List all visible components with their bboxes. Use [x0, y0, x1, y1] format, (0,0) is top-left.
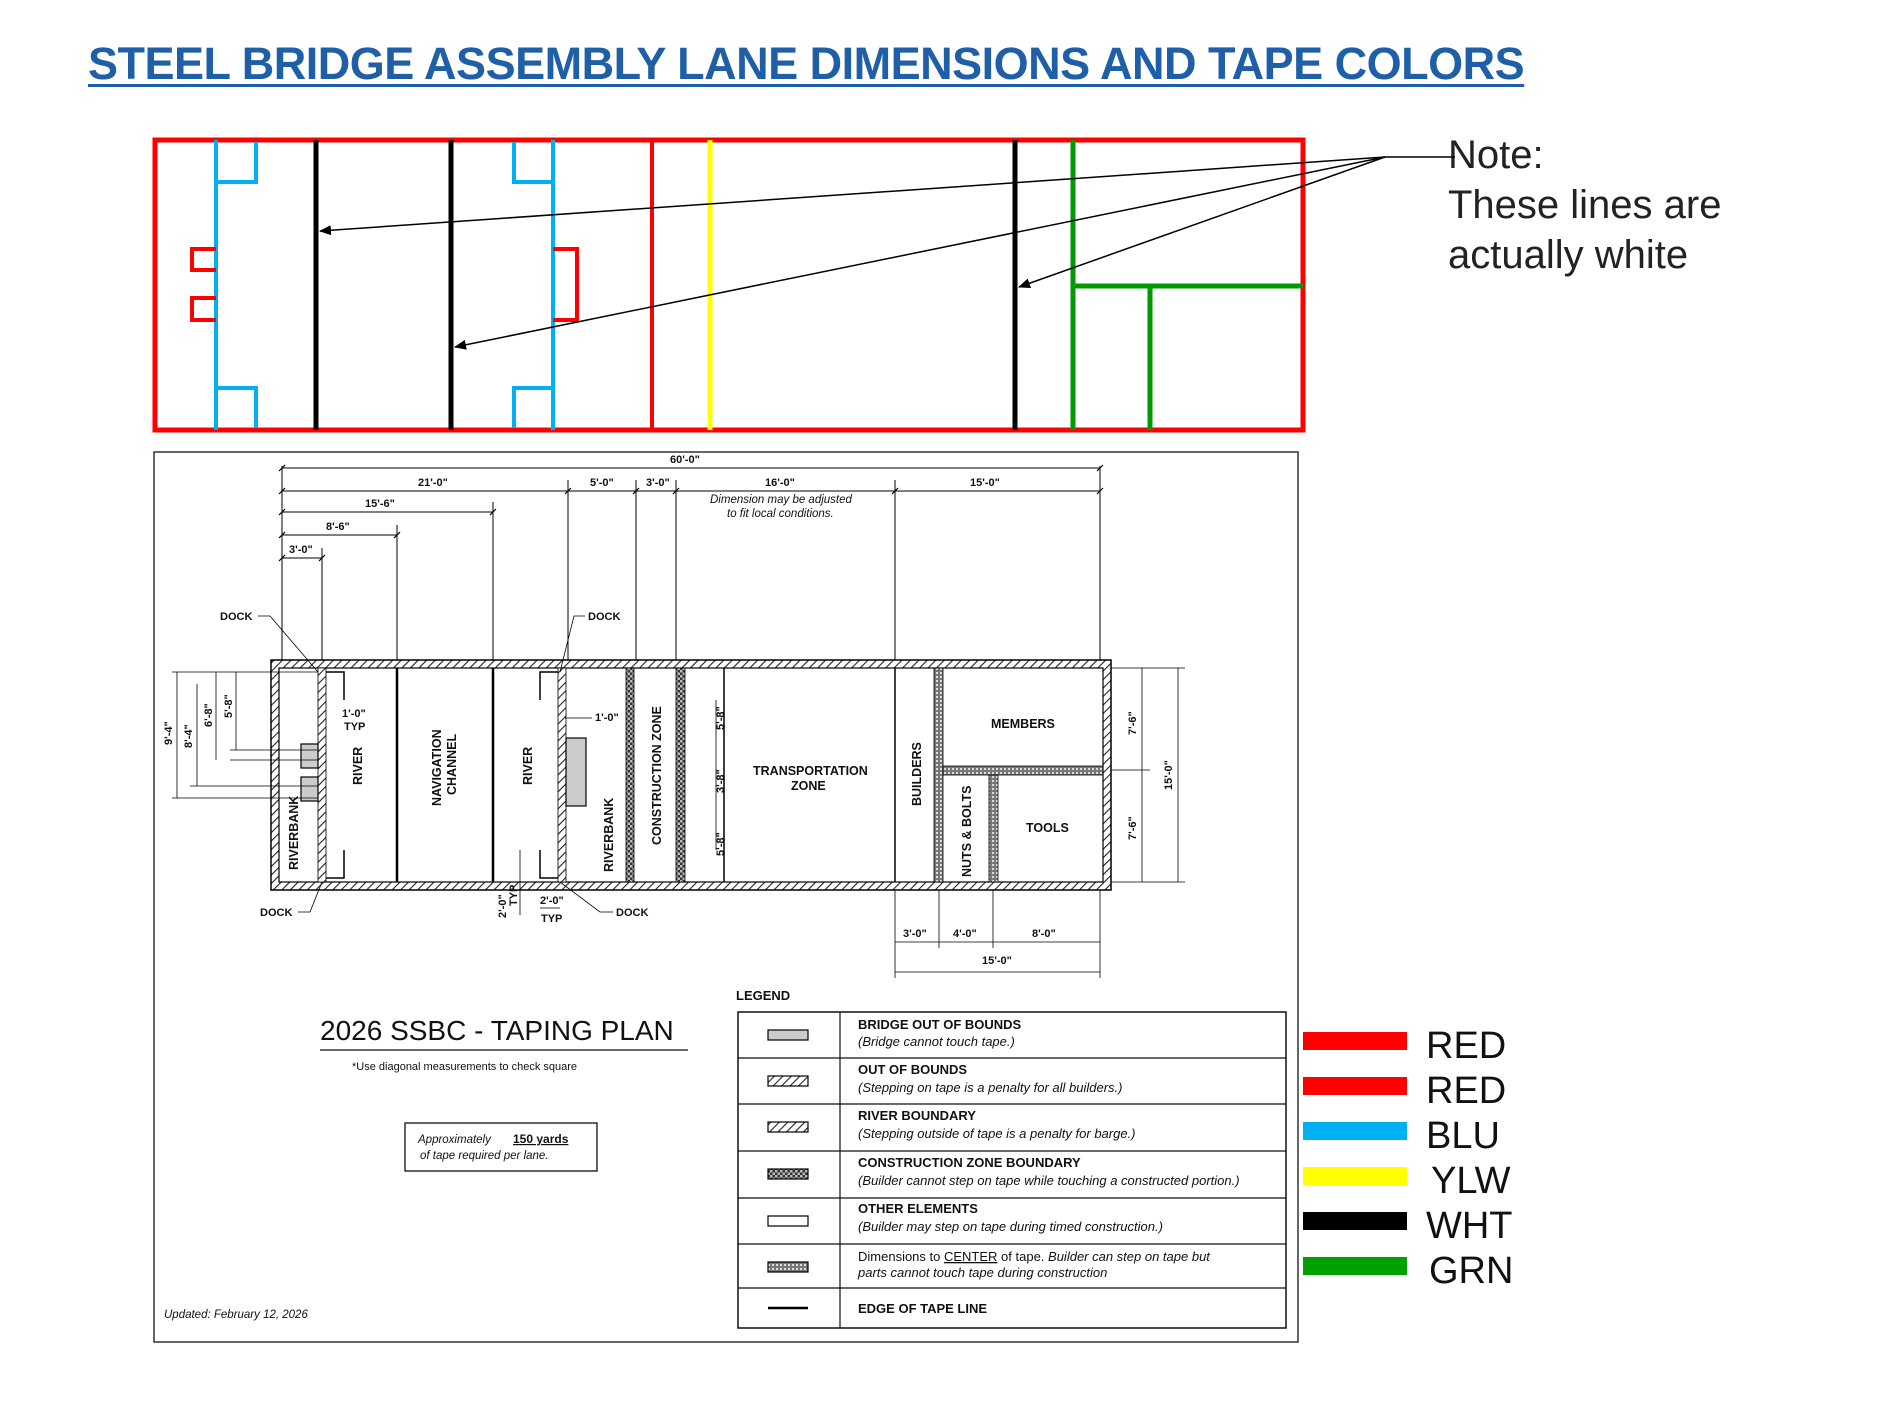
construction-boundary-2: [676, 668, 685, 882]
tape-amount-box: [405, 1123, 597, 1171]
note-line-2: These lines are: [1448, 183, 1722, 227]
swatch-green: [1303, 1257, 1407, 1275]
label-yellow: YLW: [1431, 1160, 1511, 1202]
top-dimension-labels: [289, 454, 1000, 556]
legend-2-desc: (Stepping on tape is a penalty for all builders.): [858, 1080, 1123, 1095]
red-dock-left-2: [192, 298, 216, 320]
red-dock-right: [553, 249, 577, 320]
zone-riverbank-right: RIVERBANK: [602, 797, 616, 872]
dim-mid-3-8: 3'-8": [715, 769, 727, 793]
legend-4-bold: CONSTRUCTION ZONE BOUNDARY: [858, 1155, 1081, 1170]
tape-amount-line2: of tape required per lane.: [420, 1150, 549, 1162]
swatch-red-2: [1303, 1077, 1407, 1095]
note-arrow-2: [455, 157, 1385, 347]
dim-8-6: 8'-6": [326, 521, 350, 533]
note-line-3: actually white: [1448, 233, 1689, 277]
dim-left-5-8: 5'-8": [223, 694, 235, 718]
dim-5: 5'-0": [590, 477, 614, 489]
note-arrow-1: [320, 157, 1385, 231]
adjust-note-2: to fit local conditions.: [727, 508, 834, 520]
dim-15-top: 15'-0": [970, 477, 1000, 489]
dim-total: 60'-0": [670, 454, 700, 466]
legend-5-bold: OTHER ELEMENTS: [858, 1201, 978, 1216]
tape-color-key: [1303, 1025, 1513, 1292]
legend-1-bold: BRIDGE OUT OF BOUNDS: [858, 1017, 1022, 1032]
dim-mid-5-8b: 5'-8": [715, 832, 727, 856]
zone-nuts-bolts: NUTS & BOLTS: [960, 785, 974, 877]
dim-right-7-6b: 7'-6": [1127, 816, 1139, 840]
adjust-note-1: Dimension may be adjusted: [710, 494, 852, 506]
dim-left-6-8: 6'-8": [203, 703, 215, 727]
dim-bot-3: 3'-0": [903, 928, 927, 940]
legend-6-line1: Dimensions to CENTER of tape. Builder can step on tape but: [858, 1249, 1210, 1264]
top-dimensions: [282, 466, 1100, 660]
dock-label-tl: DOCK: [220, 611, 253, 623]
zone-river-right: RIVER: [521, 746, 535, 785]
dim-bot-15: 15'-0": [982, 955, 1012, 967]
dim-typ-1-0: 1'-0": [342, 708, 366, 720]
legend-5-desc: (Builder may step on tape during timed construction.): [858, 1219, 1163, 1234]
swatch-blue: [1303, 1122, 1407, 1140]
zone-transport-1: TRANSPORTATION: [753, 764, 868, 778]
dim-3a: 3'-0": [646, 477, 670, 489]
legend-swatch-other: [768, 1216, 808, 1226]
tools-boundary: [989, 775, 998, 882]
taping-plan-frame: [154, 452, 1298, 1342]
blue-dock-left-top: [216, 142, 256, 182]
red-dock-left-1: [192, 249, 216, 270]
label-green: GRN: [1429, 1250, 1514, 1292]
page-title: STEEL BRIDGE ASSEMBLY LANE DIMENSIONS AND TAPE COLORS: [88, 38, 1525, 89]
zone-members: MEMBERS: [991, 717, 1055, 731]
legend-swatch-dimensions: [768, 1262, 808, 1272]
dim-mid-5-8a: 5'-8": [715, 706, 727, 730]
legend-swatch-river: [768, 1122, 808, 1132]
dim-typ: TYP: [344, 721, 366, 733]
legend-6-line2: parts cannot touch tape during construction: [858, 1265, 1108, 1280]
zone-riverbank-left: RIVERBANK: [287, 795, 301, 870]
legend-3-desc: (Stepping outside of tape is a penalty for barge.): [858, 1126, 1136, 1141]
river-boundary-left: [318, 668, 326, 882]
label-blue: BLU: [1426, 1115, 1500, 1157]
members-boundary: [943, 766, 1103, 775]
dock-label-br: DOCK: [616, 907, 649, 919]
dim-16: 16'-0": [765, 477, 795, 489]
dim-right-7-6a: 7'-6": [1127, 711, 1139, 735]
dim-bot-4: 4'-0": [953, 928, 977, 940]
zone-navigation-1: NAVIGATION: [430, 729, 444, 806]
legend-3-bold: RIVER BOUNDARY: [858, 1108, 976, 1123]
legend-4-desc: (Builder cannot step on tape while touching a constructed portion.): [858, 1173, 1240, 1188]
legend-swatch-oob: [768, 1076, 808, 1086]
legend-7-bold: EDGE OF TAPE LINE: [858, 1301, 988, 1316]
updated-date: Updated: February 12, 2026: [164, 1309, 308, 1321]
staging-boundary: [934, 668, 943, 882]
legend-swatch-bridge-oob: [768, 1030, 808, 1040]
dock-label-bl: DOCK: [260, 907, 293, 919]
plan-subnote: *Use diagonal measurements to check square: [352, 1061, 578, 1073]
blue-dock-right-top: [514, 142, 553, 182]
dim-15-6: 15'-6": [365, 498, 395, 510]
dim-21: 21'-0": [418, 477, 448, 489]
bridge-oob-right: [566, 738, 586, 806]
dim-dock-2-0b: 2'-0": [540, 895, 564, 907]
dock-label-tr: DOCK: [588, 611, 621, 623]
dim-right-15: 15'-0": [1163, 760, 1175, 790]
label-red-2: RED: [1426, 1070, 1507, 1112]
dim-dock-2-0a: 2'-0": [497, 894, 509, 918]
blue-dock-left-bottom: [216, 388, 256, 428]
dim-bot-8: 8'-0": [1032, 928, 1056, 940]
note-line-1: Note:: [1448, 133, 1544, 177]
zone-builders: BUILDERS: [910, 742, 924, 806]
dim-3b: 3'-0": [289, 544, 313, 556]
zone-navigation-2: CHANNEL: [445, 733, 459, 795]
legend-2-bold: OUT OF BOUNDS: [858, 1062, 968, 1077]
swatch-red-1: [1303, 1032, 1407, 1050]
swatch-yellow: [1303, 1167, 1407, 1185]
label-white: WHT: [1426, 1205, 1513, 1247]
bridge-oob-left-1: [301, 744, 318, 768]
construction-boundary-1: [626, 668, 634, 882]
bridge-oob-left-2: [301, 777, 318, 801]
dim-dock-1-0: 1'-0": [595, 712, 619, 724]
legend-table: [738, 1012, 1286, 1328]
lane-plan: [163, 611, 1185, 978]
colored-lane-diagram: [155, 140, 1455, 430]
dim-typ2: TYP: [508, 884, 520, 906]
tape-amount-bold: 150 yards: [513, 1132, 569, 1146]
label-red-1: RED: [1426, 1025, 1507, 1067]
zone-transport-2: ZONE: [791, 779, 826, 793]
legend-swatch-construction: [768, 1169, 808, 1179]
legend-1-desc: (Bridge cannot touch tape.): [858, 1034, 1015, 1049]
dim-left-8-4: 8'-4": [183, 724, 195, 748]
tape-amount-pre: Approximately: [418, 1134, 491, 1146]
legend-title: LEGEND: [736, 988, 791, 1003]
blue-dock-right-bottom: [514, 388, 553, 428]
zone-river-left: RIVER: [351, 746, 365, 785]
zone-construction: CONSTRUCTION ZONE: [650, 706, 664, 845]
zone-tools: TOOLS: [1026, 821, 1069, 835]
dim-left-9-4: 9'-4": [163, 721, 175, 745]
plan-title: 2026 SSBC - TAPING PLAN: [320, 1015, 674, 1046]
swatch-black: [1303, 1212, 1407, 1230]
river-boundary-right: [558, 668, 566, 882]
dim-typ3: TYP: [541, 913, 563, 925]
